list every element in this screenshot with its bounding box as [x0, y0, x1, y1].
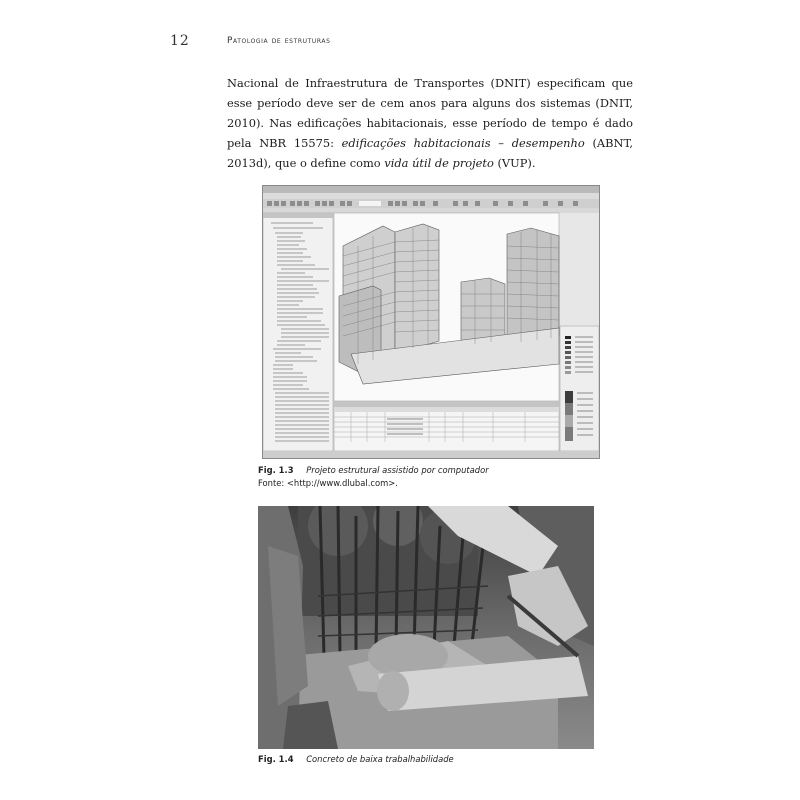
figure-caption-2 [258, 754, 454, 764]
figure-label-2: Fig. 1.4 [258, 754, 294, 764]
software-screenshot-image [263, 186, 599, 458]
paragraph-italic-title: edificações habitacionais – desempenho [341, 136, 585, 150]
figure-source-1: Fonte: <http://www.dlubal.com>. [258, 478, 398, 488]
construction-photo-image [258, 506, 594, 749]
running-head: Patologia de estruturas [227, 36, 331, 46]
figure-title-2: Concreto de baixa trabalhabilidade [306, 754, 454, 764]
paragraph-italic-term: vida útil de projeto [384, 156, 494, 170]
paragraph-text-a: Nacional de Infraestrutura de Transportes (DNIT) especificam que esse período deve ser de cem anos para alguns dos sistemas (DNIT, 2010). Nas edificações habitacionais, esse período de tempo é dado pela NBR 15575: [227, 76, 633, 150]
paragraph-text-c: (VUP). [493, 156, 536, 170]
figure-title-1: Projeto estrutural assistido por computador [306, 465, 489, 475]
figure-caption-1 [258, 465, 489, 475]
body-paragraph [227, 73, 633, 173]
figure-label-1: Fig. 1.3 [258, 465, 294, 475]
figure-software-screenshot [262, 185, 600, 459]
page-number: 12 [170, 33, 190, 49]
paragraph-1 [227, 73, 633, 173]
figure-construction-photo [258, 506, 594, 749]
paragraph-text-b: (ABNT, 2013d), que o define como [227, 136, 633, 170]
